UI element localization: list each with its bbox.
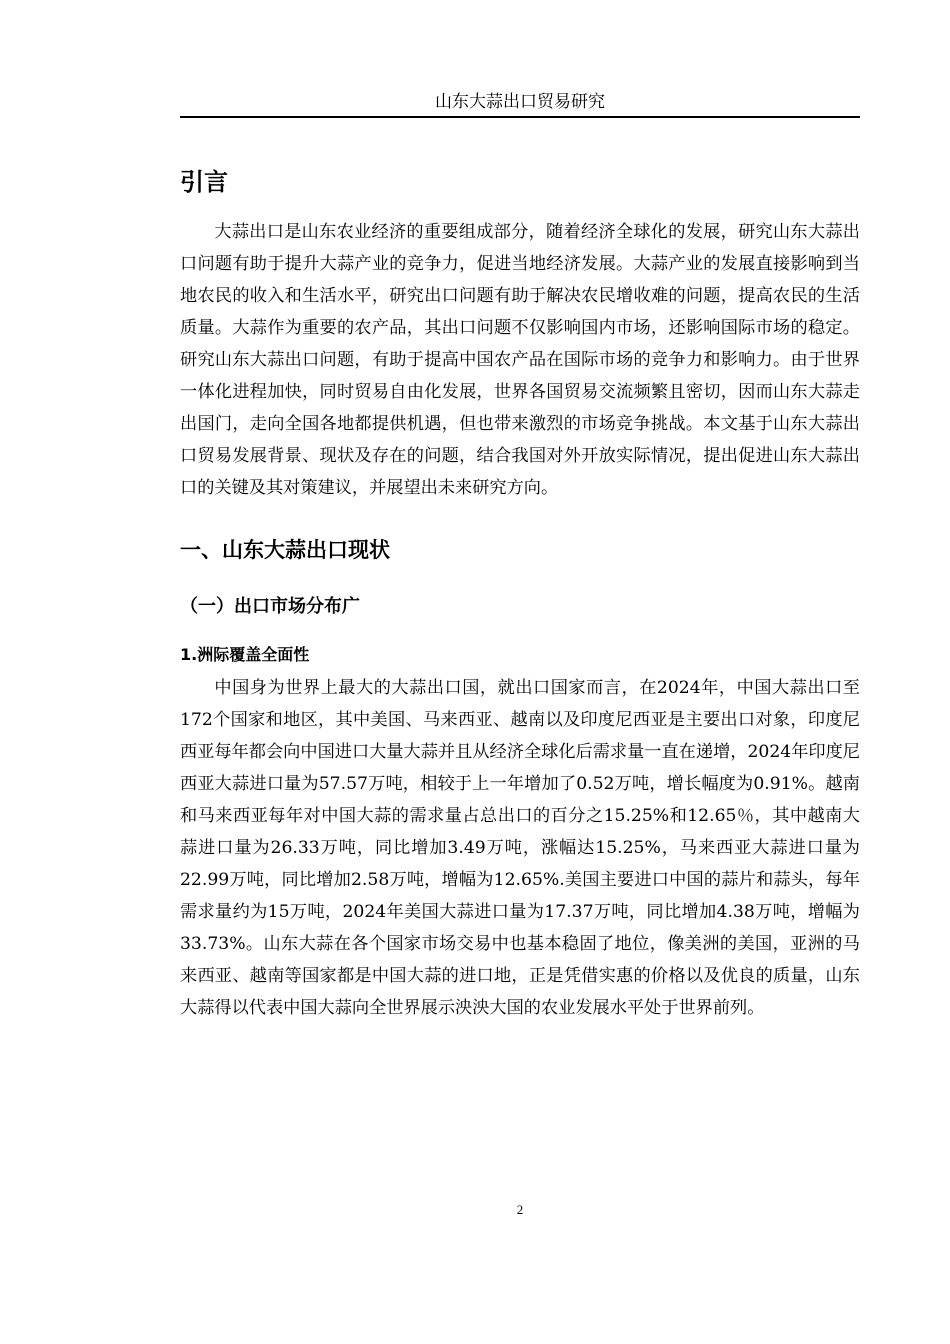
- document-body: [180, 160, 860, 1024]
- subsection-heading: （一）出口市场分布广: [180, 596, 360, 617]
- running-header: 山东大蒜出口贸易研究: [180, 88, 860, 118]
- intro-paragraph: 大蒜出口是山东农业经济的重要组成部分，随着经济全球化的发展，研究山东大蒜出口问题有助于提升大蒜产业的竞争力，促进当地经济发展。大蒜产业的发展直接影响到当地农民的收入和生活水平，研究出口问题有助于解决农民增收难的问题，提高农民的生活质量。大蒜作为重要的农产品，其出口问题不仅影响国内市场，还影响国际市场的稳定。研究山东大蒜出口问题，有助于提高中国农产品在国际市场的竞争力和影响力。由于世界一体化进程加快，同时贸易自由化发展，世界各国贸易交流频繁且密切，因而山东大蒜走出国门，走向全国各地都提供机遇，但也带来激烈的市场竞争挑战。本文基于山东大蒜出口贸易发展背景、现状及存在的问题，结合我国对外开放实际情况，提出促进山东大蒜出口的关键及其对策建议，并展望出未来研究方向。: [180, 222, 860, 498]
- intro-heading: 引言: [180, 168, 228, 196]
- item-heading: 1.洲际覆盖全面性: [180, 645, 310, 664]
- page-number: 2: [516, 1202, 524, 1217]
- section-heading: 一、山东大蒜出口现状: [180, 538, 390, 562]
- item-paragraph: 中国身为世界上最大的大蒜出口国，就出口国家而言，在2024年，中国大蒜出口至172个国家和地区，其中美国、马来西亚、越南以及印度尼西亚是主要出口对象，印度尼西亚每年都会向中国进口大量大蒜并且从经济全球化后需求量一直在递增，2024年印度尼西亚大蒜进口量为57.57万吨，相较于上一年增加了0.52万吨，增长幅度为0.91%。越南和马来西亚每年对中国大蒜的需求量占总出口的百分之15.25%和12.65％，其中越南大蒜进口量为26.33万吨，同比增加3.49万吨，涨幅达15.25%，马来西亚大蒜进口量为22.99万吨，同比增加2.58万吨，增幅为12.65%.美国主要进口中国的蒜片和蒜头，每年需求量约为15万吨，2024年美国大蒜进口量为17.37万吨，同比增加4.38万吨，增幅为33.73%。山东大蒜在各个国家市场交易中也基本稳固了地位，像美洲的美国，亚洲的马来西亚、越南等国家都是中国大蒜的进口地，正是凭借实惠的价格以及优良的质量，山东大蒜得以代表中国大蒜向全世界展示泱泱大国的农业发展水平处于世界前列。: [180, 678, 860, 1018]
